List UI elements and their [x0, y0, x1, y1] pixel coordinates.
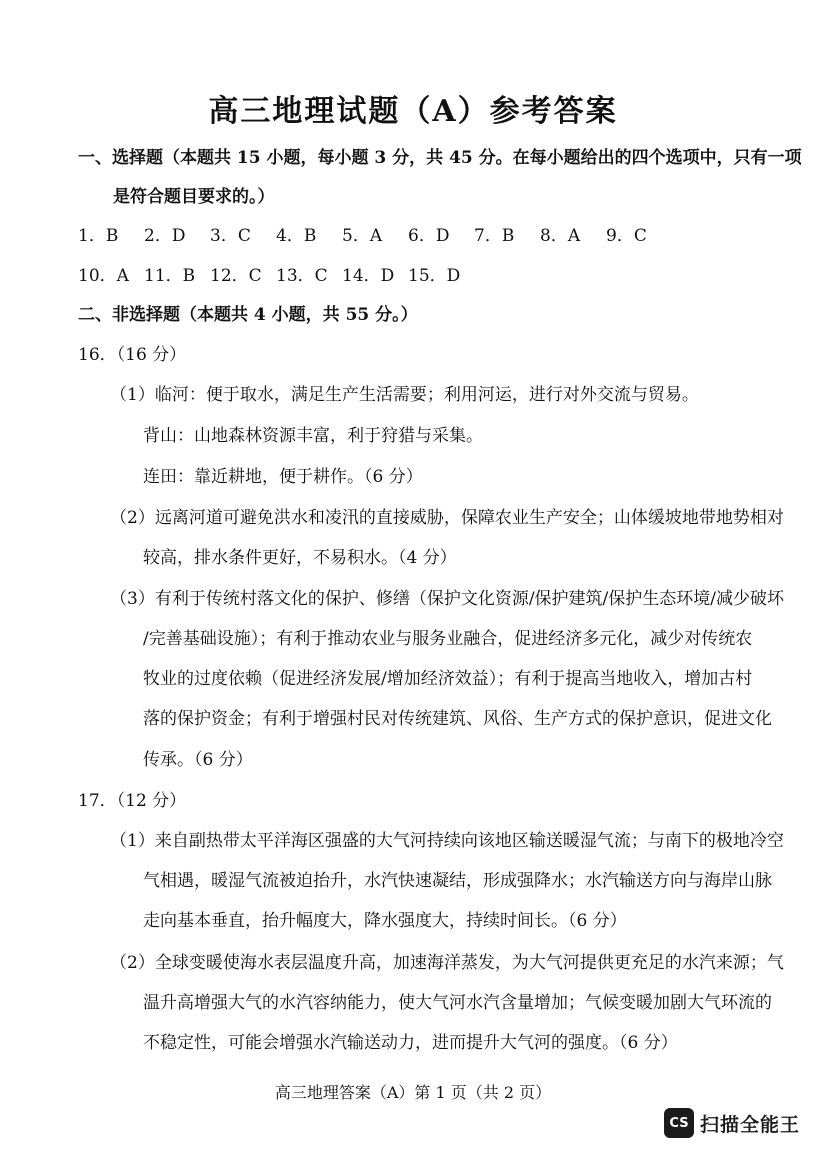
- answer-item: 14．D: [342, 266, 395, 286]
- q17-part1-line1: （1）来自副热带太平洋海区强盛的大气河持续向该地区输送暖湿气流；与南下的极地冷空: [110, 831, 784, 851]
- answer-item: 7．B: [474, 226, 515, 246]
- answer-item: 4．B: [276, 226, 317, 246]
- q17-header: 17．（12 分）: [78, 791, 187, 811]
- answers-row-2: [78, 264, 468, 288]
- q16-part3-line2: /完善基础设施）；有利于推动农业与服务业融合，促进经济多元化，减少对传统农: [143, 629, 753, 649]
- section1-heading-line1: 一、选择题（本题共 15 小题，每小题 3 分，共 45 分。在每小题给出的四个选项中，只有一项: [78, 148, 802, 168]
- q16-part2-line1: （2）远离河道可避免洪水和凌汛的直接威胁，保障农业生产安全；山体缓坡地带地势相对: [110, 508, 784, 528]
- q16-part3-line4: 落的保护资金；有利于增强村民对传统建筑、风俗、生产方式的保护意识，促进文化: [143, 709, 772, 729]
- answer-item: 3．C: [210, 226, 251, 246]
- camscanner-logo-icon: CS: [664, 1108, 694, 1138]
- answer-item: 5．A: [342, 226, 383, 246]
- camscanner-brand-name: 扫描全能王: [700, 1113, 801, 1136]
- answer-item: 15．D: [408, 266, 461, 286]
- page-footer: 高三地理答案（A）第 1 页（共 2 页）: [274, 1083, 552, 1102]
- answer-item: 1．B: [78, 226, 119, 246]
- q17-part2-line1: （2）全球变暖使海水表层温度升高，加速海洋蒸发，为大气河提供更充足的水汽来源；气: [110, 953, 784, 973]
- section2-heading: 二、非选择题（本题共 4 小题，共 55 分。）: [78, 305, 418, 325]
- answer-item: 11．B: [144, 266, 196, 286]
- q17-part2-line3: 不稳定性，可能会增强水汽输送动力，进而提升大气河的强度。（6 分）: [143, 1033, 678, 1053]
- q16-part3-line5: 传承。（6 分）: [143, 750, 253, 770]
- answers-row-1: [78, 224, 656, 248]
- scanner-watermark: [664, 1108, 800, 1138]
- q16-part1-line1: （1）临河：便于取水，满足生产生活需要；利用河运，进行对外交流与贸易。: [110, 385, 699, 405]
- q16-part1-line2: 背山：山地森林资源丰富，利于狩猎与采集。: [143, 426, 483, 446]
- q16-part3-line1: （3）有利于传统村落文化的保护、修缮（保护文化资源/保护建筑/保护生态环境/减少破坏: [110, 589, 784, 609]
- answer-item: 9．C: [606, 226, 647, 246]
- page-title: 高三地理试题（A）参考答案: [208, 94, 618, 129]
- answer-item: 13．C: [276, 266, 328, 286]
- q16-part1-line3: 连田：靠近耕地，便于耕作。（6 分）: [143, 467, 423, 487]
- answer-item: 10．A: [78, 266, 129, 286]
- q17-part2-line2: 温升高增强大气的水汽容纳能力，使大气河水汽含量增加；气候变暖加剧大气环流的: [143, 993, 772, 1013]
- answer-item: 8．A: [540, 226, 581, 246]
- q16-part2-line2: 较高，排水条件更好，不易积水。（4 分）: [143, 548, 457, 568]
- answer-item: 6．D: [408, 226, 450, 246]
- q17-part1-line3: 走向基本垂直，抬升幅度大，降水强度大，持续时间长。（6 分）: [143, 911, 627, 931]
- answer-item: 12．C: [210, 266, 262, 286]
- q16-header: 16．（16 分）: [78, 345, 187, 365]
- section1-heading-line2: 是符合题目要求的。）: [113, 187, 275, 207]
- q16-part3-line3: 牧业的过度依赖（促进经济发展/增加经济效益）；有利于提高当地收入，增加古村: [143, 669, 753, 689]
- q17-part1-line2: 气相遇，暖湿气流被迫抬升，水汽快速凝结，形成强降水；水汽输送方向与海岸山脉: [143, 871, 772, 891]
- answer-item: 2．D: [144, 226, 186, 246]
